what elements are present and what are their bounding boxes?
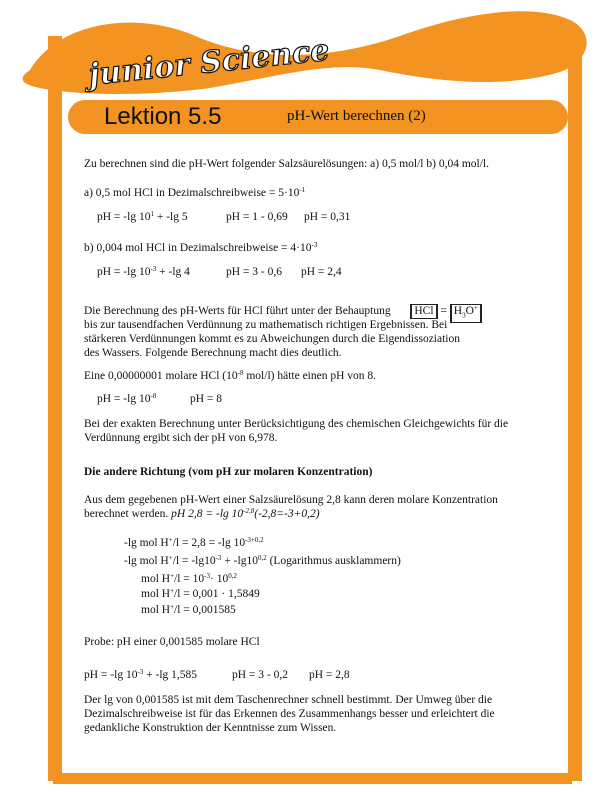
calc-row-3: mol $H^+/l = 10^{-3}\cdot 10^{0,2}$: [141, 572, 237, 585]
hcl-concentration: HCl: [410, 304, 437, 319]
part-b-line: b) 0,004 mol HCl in Dezimalschreibweise = $4\cdot 10^{-3}$: [84, 241, 318, 254]
part-b-equation: pH = -lg $10^{-3} + -\lg$ 4: [97, 265, 190, 278]
dilute-line: Eine 0,00000001 molare HCl ($10^{-8}$ mol/l) hätte einen pH von 8.: [84, 369, 377, 382]
assumption-line-3: stärkeren Verdünnungen kommt es zu Abweichungen durch die Eigendissoziation: [84, 333, 461, 345]
h3o-concentration: $H_3O^+$: [450, 304, 482, 323]
closing-line-2: Dezimalschreibweise ist für das Erkennen des Zusammenhangs besser und erleichtert die: [84, 708, 495, 720]
dilute-result: pH = 8: [190, 393, 223, 405]
intro-text: Zu berechnen sind die pH-Wert folgender Salzsäurelösungen: a) 0,5 mol/l b) 0,04 mol/l.: [84, 158, 489, 170]
probe-line: Probe: pH einer 0,001585 molare HCl: [84, 636, 260, 648]
calc-row-4: mol H+/l = 0,001 · 1,5849: [141, 587, 260, 600]
closing-line-3: gedankliche Konstruktion der Kenntnisse zum Wissen.: [84, 722, 337, 734]
calc-row-2: -lg mol $H^+/l = -\lg 10^{-3} + -\lg 10^{0,2}$ (Logarithmus ausklammern): [124, 554, 401, 567]
calc-row-5: mol H+/l = 0,001585: [141, 603, 236, 616]
calc-row-1: -lg mol H+/l = 2,8 = -lg $10^{-3+0,2}$: [124, 536, 264, 549]
probe-step: pH = 3 - 0,2: [232, 669, 288, 681]
assumption-line-4: des Wassers. Folgende Berechnung macht dies deutlich.: [84, 347, 342, 359]
junior-science-banner: [0, 0, 612, 100]
part-a-equation: pH = -lg $10^1 + -\lg$ 5: [97, 210, 188, 223]
probe-equation: pH = -lg $10^{-3} + -\lg$ 1,585: [84, 668, 198, 681]
part-b-step: pH = 3 - 0,6: [226, 266, 282, 278]
lesson-title: pH-Wert berechnen (2): [287, 108, 426, 124]
part-b-result: pH = 2,4: [301, 266, 342, 278]
section-heading: Die andere Richtung (vom pH zur molaren Konzentration): [84, 466, 373, 478]
assumption-line-1: Die Berechnung des pH-Werts für HCl führt unter der Behauptung HCl = $H_3O^+$: [84, 304, 482, 323]
banner-logo: [0, 0, 612, 100]
reverse-line-2: berechnet werden. pH 2,8 = -lg $10^{-2,8}(-2,8=-3+0,2)$: [84, 507, 320, 520]
reverse-line-1: Aus dem gegebenen pH-Wert einer Salzsäurelösung 2,8 kann deren molare Konzentration: [84, 494, 498, 506]
assumption-line-2: bis zur tausendfachen Verdünnung zu mathematisch richtigen Ergebnissen. Bei: [84, 319, 448, 331]
probe-result: pH = 2,8: [309, 669, 350, 681]
exact-line-2: Verdünnung ergibt sich der pH von 6,978.: [84, 432, 278, 444]
right-frame-bar: [568, 36, 582, 781]
banner-title: junior Science: [86, 32, 331, 93]
part-a-line: a) 0,5 mol HCl in Dezimalschreibweise = $5\cdot 10^{-1}$: [84, 186, 306, 199]
lesson-number: Lektion 5.5: [104, 103, 222, 130]
closing-line-1: Der lg von 0,001585 ist mit dem Taschenrechner schnell bestimmt. Der Umweg über die: [84, 694, 493, 706]
bottom-frame-bar: [53, 773, 572, 784]
part-a-step: pH = 1 - 0,69: [226, 211, 288, 223]
dilute-equation: pH = -lg $10^{-8}$: [97, 392, 157, 405]
left-frame-bar: [48, 36, 62, 781]
exact-line-1: Bei der exakten Berechnung unter Berücksichtigung des chemischen Gleichgewichts für die: [84, 418, 509, 430]
part-a-result: pH = 0,31: [304, 211, 351, 223]
